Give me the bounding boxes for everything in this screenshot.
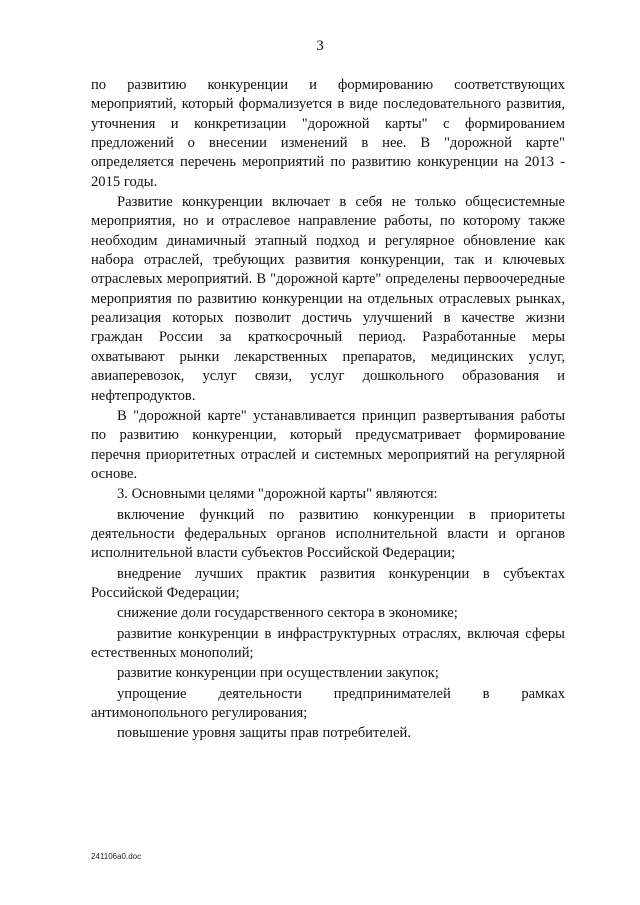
goal-item-functions: включение функций по развитию конкуренции в приоритеты деятельности федеральных органов исполнительной власти и органов исполнительной власти субъектов Российской Федерации; bbox=[91, 506, 565, 562]
goal-item-infrastructure: развитие конкуренции в инфраструктурных отраслях, включая сферы естественных монополий; bbox=[91, 625, 565, 661]
goal-item-procurement: развитие конкуренции при осуществлении закупок; bbox=[117, 665, 439, 682]
goal-item-consumer-rights: повышение уровня защиты прав потребителей. bbox=[117, 725, 412, 742]
paragraph-competition-development: Развитие конкуренции включает в себя не только общесистемные мероприятия, но и отраслевое направление работы, по которому также необходим динамичный этапный подход и регулярное обновление как набора отраслей, требующих развития конкуренции, так и ключевых отраслевых мероприятий. В "дорожной карте" определены первоочередные мероприятия по развитию конкуренции на отдельных отраслевых рынках, реализация которых позволит достичь улучшений в качестве жизни граждан России за краткосрочный период. Разработанные меры охватывают рынки лекарственных препаратов, медицинских услуг, авиаперевозок, услуг связи, услуг дошкольного образования и нефтепродуктов. bbox=[91, 194, 565, 404]
goal-item-state-sector: снижение доли государственного сектора в экономике; bbox=[117, 605, 458, 622]
document-body bbox=[91, 76, 565, 744]
paragraph-roadmap-principle: В "дорожной карте" устанавливается принцип развертывания работы по развитию конкуренции, который предусматривает формирование перечня приоритетных отраслей и системных мероприятий на регулярной основе. bbox=[91, 407, 565, 482]
goal-item-entrepreneurs: упрощение деятельности предпринимателей в рамках антимонопольного регулирования; bbox=[91, 685, 565, 721]
footer-filename: 241106a0.doc bbox=[91, 852, 142, 861]
paragraph-continuation: по развитию конкуренции и формированию соответствующих мероприятий, который формализуется в виде последовательного развития, уточнения и конкретизации "дорожной карты" с формированием предложений о внесении изменений в нее. В "дорожной карте" определяется перечень мероприятий по развитию конкуренции на 2013 - 2015 годы. bbox=[91, 77, 565, 190]
page-number: 3 bbox=[316, 38, 324, 54]
goal-item-best-practices: внедрение лучших практик развития конкуренции в субъектах Российской Федерации; bbox=[91, 565, 565, 601]
paragraph-goals-heading: 3. Основными целями "дорожной карты" являются: bbox=[117, 486, 438, 503]
